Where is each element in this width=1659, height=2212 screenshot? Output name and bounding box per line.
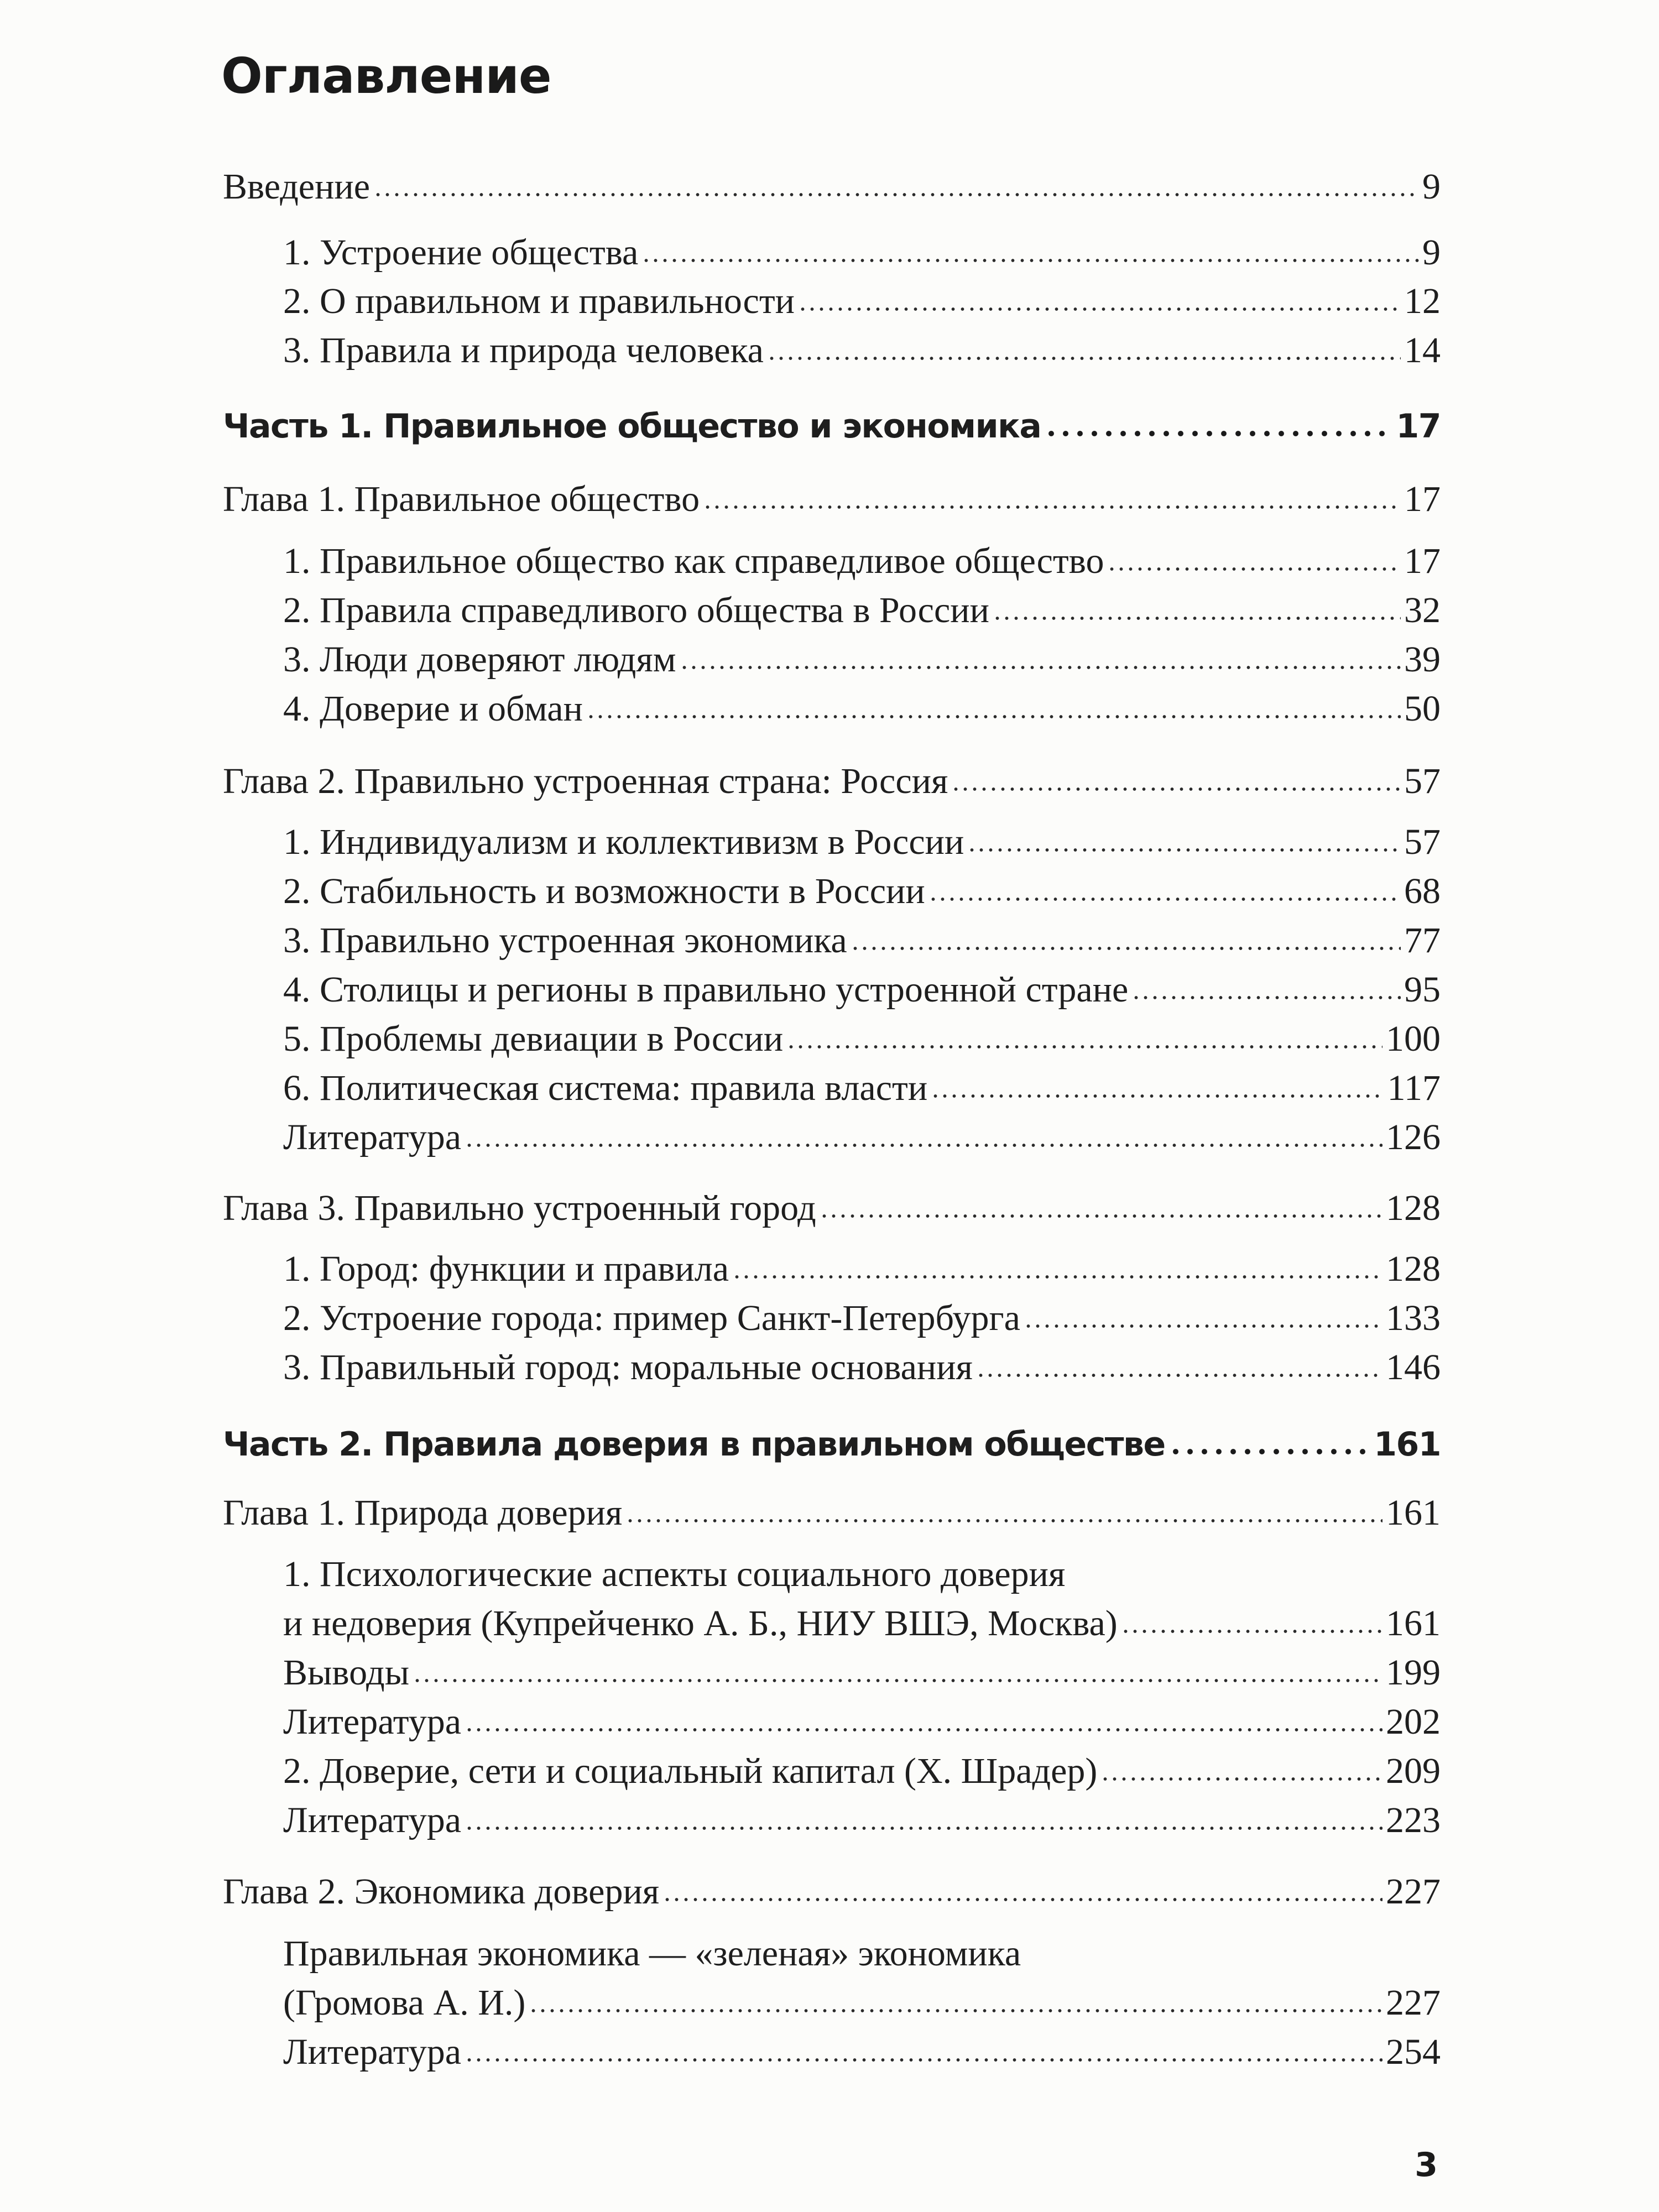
toc-page-number: 161 — [1374, 1425, 1441, 1464]
dot-leader — [1107, 565, 1401, 573]
dot-leader — [798, 305, 1401, 313]
toc-entry-chapter — [223, 1871, 1441, 1912]
toc-entry-title: Выводы — [283, 1652, 410, 1693]
toc-entry-section — [283, 1070, 1441, 1107]
dot-leader — [786, 1043, 1383, 1051]
toc-page-number: 146 — [1386, 1347, 1441, 1387]
toc-entry-title: Литература — [283, 1800, 462, 1840]
dot-leader — [1121, 1627, 1383, 1635]
toc-entry-title: 3. Люди доверяют людям — [283, 639, 676, 680]
toc-entry-title: Часть 1. Правильное общество и экономика — [223, 407, 1041, 446]
toc-entry-title: Часть 2. Правила доверия в правильном обществе — [223, 1425, 1165, 1464]
toc-page-number: 128 — [1386, 1249, 1441, 1289]
dot-leader — [1024, 1322, 1383, 1330]
toc-entry-title: Литература — [283, 1702, 462, 1742]
toc-entry-section — [283, 234, 1441, 271]
toc-entry-title: Введение — [223, 166, 371, 207]
toc-page-number: 39 — [1404, 639, 1441, 680]
toc-entry-title: Глава 2. Правильно устроенная страна: Россия — [223, 761, 948, 801]
toc-entry-section — [283, 688, 1441, 729]
toc-entry-section — [283, 592, 1441, 629]
dot-leader — [1168, 1448, 1371, 1455]
toc-entry-title: 4. Столицы и регионы в правильно устроенной стране — [283, 969, 1129, 1010]
toc-entry-section — [283, 1251, 1441, 1287]
dot-leader — [413, 1677, 1383, 1684]
dot-leader — [767, 354, 1401, 362]
toc-page-number: 126 — [1386, 1117, 1441, 1157]
toc-page-number: 254 — [1386, 2032, 1441, 2072]
toc-entry-title: 2. О правильном и правильности — [283, 281, 795, 321]
toc-page-number: 17 — [1404, 479, 1441, 519]
toc-entry-title: (Громова А. И.) — [283, 1983, 526, 2023]
toc-entry-title: 2. Стабильность и возможности в России — [283, 871, 925, 911]
dot-leader — [662, 1896, 1383, 1903]
toc-entry-part — [223, 407, 1441, 446]
dot-leader — [993, 614, 1401, 622]
toc-page-number: 9 — [1422, 166, 1441, 207]
toc-entry-section — [283, 1753, 1441, 1790]
toc-entry-part — [223, 1425, 1441, 1464]
toc-entry-title: 1. Психологические аспекты социального доверия — [283, 1554, 1066, 1594]
dot-leader — [641, 257, 1419, 264]
toc-page-number: 202 — [1386, 1702, 1441, 1742]
toc-entry-title: 1. Индивидуализм и коллективизм в России — [283, 822, 964, 862]
toc-entry-title: 1. Город: функции и правила — [283, 1249, 729, 1289]
toc-page-number: 133 — [1386, 1298, 1441, 1338]
dot-leader — [820, 1212, 1383, 1220]
page-title: Оглавление — [221, 48, 551, 105]
toc-entry-section — [283, 1605, 1441, 1642]
toc-entry-title: 3. Правила и природа человека — [283, 330, 764, 371]
dot-leader — [931, 1092, 1384, 1100]
toc-page-number: 128 — [1386, 1188, 1441, 1228]
toc-page-number: 199 — [1386, 1652, 1441, 1693]
dot-leader — [373, 191, 1419, 199]
toc-page-number: 9 — [1422, 232, 1441, 273]
toc-entry-literature — [283, 1119, 1441, 1156]
toc-page-number: 95 — [1404, 969, 1441, 1010]
toc-entry-section — [283, 873, 1441, 910]
toc-page-number: 77 — [1404, 920, 1441, 961]
toc-page-number: 57 — [1404, 822, 1441, 862]
dot-leader — [967, 846, 1401, 854]
toc-entry-title: 1. Правильное общество как справедливое общество — [283, 541, 1104, 581]
toc-entry-title: Глава 1. Природа доверия — [223, 1493, 623, 1533]
toc-page-number: 209 — [1386, 1751, 1441, 1791]
dot-leader — [586, 713, 1401, 721]
toc-page-number: 227 — [1386, 1871, 1441, 1912]
toc-page-number: 227 — [1386, 1983, 1441, 2023]
dot-leader — [625, 1517, 1383, 1525]
toc-entry-title: Глава 3. Правильно устроенный город — [223, 1188, 816, 1228]
toc-entry-title: 2. Устроение города: пример Санкт-Петербурга — [283, 1298, 1020, 1338]
toc-page-number: 223 — [1386, 1800, 1441, 1840]
toc-page-number: 100 — [1386, 1019, 1441, 1059]
toc-page-number: 32 — [1404, 590, 1441, 630]
toc-entry-title: 4. Доверие и обман — [283, 688, 583, 729]
toc-entry-section — [283, 824, 1441, 860]
toc-entry-title: 3. Правильно устроенная экономика — [283, 920, 847, 961]
toc-entry-section — [283, 1300, 1441, 1337]
toc-entry-chapter — [223, 1495, 1441, 1531]
toc-entry-literature — [283, 1802, 1441, 1839]
toc-entry-section — [283, 543, 1441, 580]
toc-entry-title: 2. Доверие, сети и социальный капитал (Х. Шрадер) — [283, 1751, 1098, 1791]
toc-page-number: 50 — [1404, 688, 1441, 729]
toc-entry-title: Литература — [283, 1117, 462, 1157]
dot-leader — [465, 1824, 1383, 1832]
toc-entry-chapter — [223, 481, 1441, 518]
dot-leader — [465, 1141, 1383, 1149]
toc-entry-section — [283, 1021, 1441, 1057]
toc-page-number: 12 — [1404, 281, 1441, 321]
toc-page-number: 57 — [1404, 761, 1441, 801]
page-number: 3 — [1415, 2146, 1438, 2184]
dot-leader — [1044, 430, 1392, 437]
toc-entry-title: 1. Устроение общества — [283, 232, 639, 273]
dot-leader — [928, 895, 1401, 903]
toc-page-number: 17 — [1404, 541, 1441, 581]
dot-leader — [851, 945, 1401, 952]
toc-entry-chapter — [223, 1190, 1441, 1227]
toc-entry-title: 2. Правила справедливого общества в России — [283, 590, 989, 630]
dot-leader — [680, 664, 1401, 671]
dot-leader — [951, 785, 1401, 793]
dot-leader — [529, 2007, 1383, 2015]
toc-entry-title: Глава 2. Экономика доверия — [223, 1871, 660, 1912]
toc-entry-introduction — [223, 166, 1441, 207]
toc-entry-literature — [283, 1704, 1441, 1740]
toc-entry-title: и недоверия (Купрейченко А. Б., НИУ ВШЭ, Москва) — [283, 1603, 1118, 1644]
toc-page-number: 14 — [1404, 330, 1441, 371]
dot-leader — [465, 2056, 1383, 2064]
toc-entry-section — [283, 283, 1441, 320]
dot-leader — [703, 503, 1401, 511]
toc-entry-conclusions — [283, 1652, 1441, 1693]
dot-leader — [1131, 994, 1401, 1001]
toc-entry-title: Правильная экономика — «зеленая» экономика — [283, 1933, 1021, 1974]
toc-entry-section — [283, 1985, 1441, 2021]
toc-page-number: 117 — [1387, 1068, 1441, 1108]
toc-entry-section — [283, 332, 1441, 369]
dot-leader — [732, 1273, 1383, 1281]
toc-entry-section — [283, 641, 1441, 678]
dot-leader — [1100, 1775, 1383, 1783]
toc-entry-literature — [283, 2034, 1441, 2070]
toc-page-number: 17 — [1396, 407, 1441, 446]
toc-entry-section — [283, 1349, 1441, 1386]
toc-entry-title: Литература — [283, 2032, 462, 2072]
toc-page-number: 161 — [1386, 1603, 1441, 1644]
toc-entry-chapter — [223, 763, 1441, 800]
toc-entry-section — [283, 922, 1441, 959]
toc-entry-section — [283, 969, 1441, 1010]
toc-entry-title: 3. Правильный город: моральные основания — [283, 1347, 973, 1387]
toc-entry-title: Глава 1. Правильное общество — [223, 479, 700, 519]
toc-page-number: 161 — [1386, 1493, 1441, 1533]
toc-entry-section-line — [283, 1556, 1065, 1593]
toc-entry-title: 5. Проблемы девиации в России — [283, 1019, 784, 1059]
toc-page-number: 68 — [1404, 871, 1441, 911]
toc-entry-section-line — [283, 1933, 1021, 1974]
toc-entry-title: 6. Политическая система: правила власти — [283, 1068, 928, 1108]
dot-leader — [465, 1726, 1383, 1734]
dot-leader — [976, 1371, 1383, 1379]
